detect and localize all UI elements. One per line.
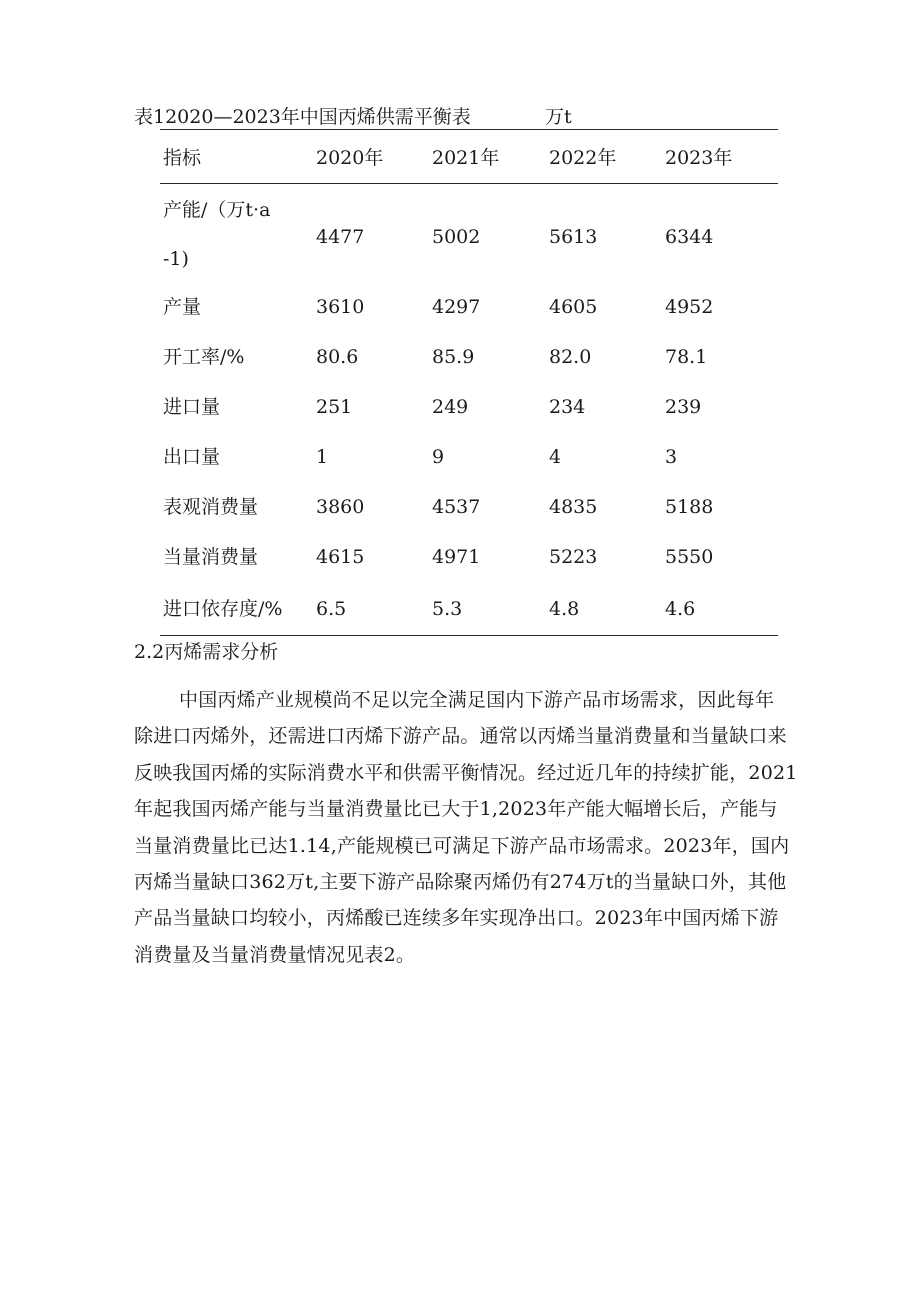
table-cell: 3	[665, 446, 678, 468]
paragraph-line: 产品当量缺口均较小，丙烯酸已连续多年实现净出口。2023年中国丙烯下游	[134, 907, 779, 930]
table-row-label: 出口量	[163, 446, 221, 468]
table-cell: 4	[549, 446, 562, 468]
table-row-label: 产量	[163, 296, 202, 318]
paragraph-line: 丙烯当量缺口362万t,主要下游产品除聚丙烯仍有274万t的当量缺口外，其他	[134, 870, 787, 893]
table-cell: 4.8	[549, 598, 580, 620]
table-cell: 80.6	[316, 346, 359, 368]
table-cell: 85.9	[432, 346, 475, 368]
paragraph-line: 除进口丙烯外，还需进口丙烯下游产品。通常以丙烯当量消费量和当量缺口来	[134, 725, 787, 748]
table-cell: 234	[549, 396, 586, 418]
table-cell: 78.1	[665, 346, 708, 368]
table-cell: 82.0	[549, 346, 592, 368]
table-caption-title: 表12020—2023年中国丙烯供需平衡表	[134, 106, 471, 128]
table-cell: 4971	[432, 546, 481, 568]
table-cell: 4537	[432, 496, 481, 518]
table-cell: 9	[432, 446, 445, 468]
table-cell: 4297	[432, 296, 481, 318]
table-row-label: 进口量	[163, 396, 221, 418]
paragraph-line: 中国丙烯产业规模尚不足以完全满足国内下游产品市场需求，因此每年	[179, 689, 775, 711]
table-cell: 3610	[316, 296, 365, 318]
table-header-cell: 2022年	[549, 147, 617, 169]
table-row-label: 当量消费量	[163, 546, 259, 568]
table-caption-unit: 万t	[545, 106, 572, 128]
table-cell: 4605	[549, 296, 598, 318]
table-header-cell: 2021年	[432, 147, 500, 169]
table-cell: 4952	[665, 296, 714, 318]
table-row-label: 开工率/%	[163, 346, 245, 368]
table-row-label-continued: -1)	[163, 248, 189, 270]
table-cell: 6.5	[316, 598, 347, 620]
table-cell: 4.6	[665, 598, 696, 620]
table-cell: 5188	[665, 496, 714, 518]
table-cell: 4477	[316, 226, 365, 248]
table-header-cell: 2023年	[665, 147, 733, 169]
paragraph-line: 反映我国丙烯的实际消费水平和供需平衡情况。经过近几年的持续扩能，2021	[134, 761, 798, 784]
paragraph-line: 年起我国丙烯产能与当量消费量比已大于1,2023年产能大幅增长后，产能与	[134, 798, 778, 821]
table-cell: 3860	[316, 496, 365, 518]
table-cell: 5.3	[432, 598, 463, 620]
table-row-label: 进口依存度/%	[163, 598, 283, 620]
table-cell: 5550	[665, 546, 714, 568]
table-row-label: 产能/（万t·a	[163, 199, 271, 221]
table-header-cell: 指标	[163, 147, 202, 169]
table-row-label: 表观消费量	[163, 496, 259, 518]
table-header-rule	[160, 183, 778, 184]
table-cell: 249	[432, 396, 469, 418]
table-cell: 4835	[549, 496, 598, 518]
table-cell: 1	[316, 446, 329, 468]
table-cell: 5002	[432, 226, 481, 248]
section-heading: 2.2丙烯需求分析	[134, 641, 279, 663]
table-cell: 239	[665, 396, 702, 418]
table-cell: 5613	[549, 226, 598, 248]
table-header-cell: 2020年	[316, 147, 384, 169]
paragraph-line: 当量消费量比已达1.14,产能规模已可满足下游产品市场需求。2023年，国内	[134, 834, 790, 857]
table-top-rule	[160, 129, 778, 130]
body-paragraph	[134, 682, 806, 973]
table-bottom-rule	[160, 635, 778, 636]
paragraph-line: 消费量及当量消费量情况见表2。	[134, 943, 416, 966]
table-cell: 5223	[549, 546, 598, 568]
table-cell: 6344	[665, 226, 714, 248]
table-cell: 4615	[316, 546, 365, 568]
table-cell: 251	[316, 396, 353, 418]
table-caption	[134, 104, 778, 130]
